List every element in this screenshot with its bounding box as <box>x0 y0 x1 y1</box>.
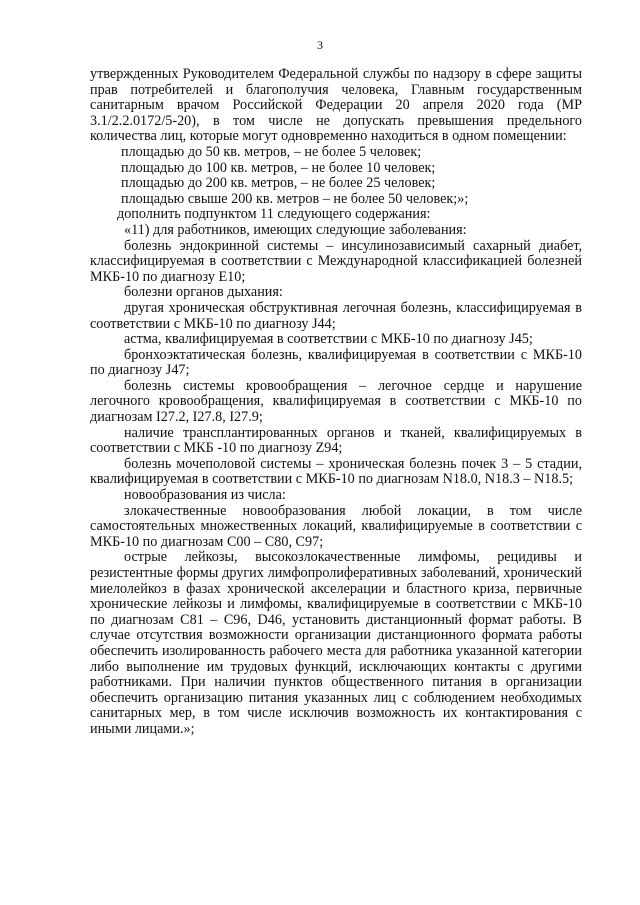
paragraph: астма, квалифицируемая в соответствии с МКБ-10 по диагнозу J45; <box>124 331 533 348</box>
document-body <box>90 67 582 738</box>
paragraph: острые лейкозы, высокозлокачественные лимфомы, рецидивы и резистентные формы других лимфопролиферативных заболеваний, хронический миелолейкоз в фазах хронической акселерации и бластного криза, первичные хронические лейкозы и лимфомы, квалифицируемые в соответствии с МКБ-10 по диагнозам С81 – С96, D46, установить дистанционный формат работы. В случае отсутствия возможности организации дистанционного формата работы обеспечить изолированность рабочего места для работника указанной категории либо выполнение им трудовых функций, исключающих контакты с другими работниками. При наличии пунктов общественного питания в организации обеспечить организацию питания указанных лиц с соблюдением необходимых санитарных мер, в том числе исключив возможность их контактирования с иными лицами.»; <box>90 549 582 737</box>
paragraph: площадью до 100 кв. метров, – не более 10 человек; <box>121 159 436 176</box>
paragraph: площадью до 200 кв. метров, – не более 25 человек; <box>121 175 436 192</box>
paragraph: «11) для работников, имеющих следующие заболевания: <box>124 221 467 238</box>
paragraph: площадью до 50 кв. метров, – не более 5 человек; <box>121 143 422 160</box>
paragraph: утвержденных Руководителем Федеральной службы по надзору в сфере защиты прав потребителей и благополучия человека, Главным государственным санитарным врачом Российской Федерации 20 апреля 2020 года (МР 3.1/2.2.0172/5-20), в том числе не допускать превышения предельного количества лиц, которые могут одновременно находиться в одном помещении: <box>90 66 582 145</box>
paragraph: площадью свыше 200 кв. метров – не более 50 человек;»; <box>121 190 469 207</box>
paragraph: наличие трансплантированных органов и тканей, квалифицируемых в соответствии с МКБ -10 по диагнозу Z94; <box>90 424 582 457</box>
paragraph: болезнь мочеполовой системы – хроническая болезнь почек 3 – 5 стадии, квалифицируемая в соответствии с МКБ-10 по диагнозам N18.0, N18.3 – N18.5; <box>90 455 582 488</box>
page-number: 3 <box>317 38 323 52</box>
paragraph: бронхоэктатическая болезнь, квалифицируемая в соответствии с МКБ-10 по диагнозу J47; <box>90 346 582 379</box>
paragraph: болезни органов дыхания: <box>124 284 283 301</box>
paragraph: другая хроническая обструктивная легочная болезнь, классифицируемая в соответствии с МКБ-10 по диагнозу J44; <box>90 299 582 332</box>
paragraph: болезнь эндокринной системы – инсулинозависимый сахарный диабет, классифицируемая в соответствии с Международной классификацией болезней МКБ-10 по диагнозу Е10; <box>90 237 582 285</box>
paragraph: болезнь системы кровообращения – легочное сердце и нарушение легочного кровообращения, квалифицируемая в соответствии с МКБ-10 по диагнозам I27.2, I27.8, I27.9; <box>90 377 582 426</box>
paragraph: новообразования из числа: <box>124 487 286 504</box>
paragraph: дополнить подпунктом 11 следующего содержания: <box>117 206 431 223</box>
paragraph: злокачественные новообразования любой локации, в том числе самостоятельных множественных локаций, квалифицируемые в соответствии с МКБ-10 по диагнозам С00 – С80, С97; <box>90 502 582 550</box>
